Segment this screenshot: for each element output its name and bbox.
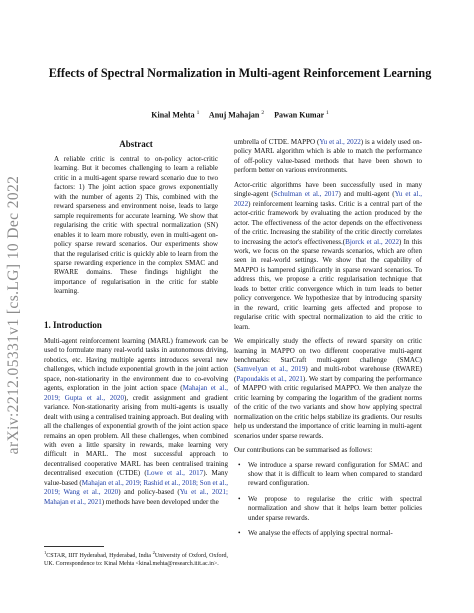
contribution-item: • We introduce a sparse reward configuration for SMAC and show that it is difficult to learn when compared to standard reward configuration. <box>238 460 422 488</box>
section-heading-introduction: 1. Introduction <box>44 320 102 330</box>
body-paragraph: Actor-critic algorithms have been successfully used in many single-agent (Schulman et al., 2017) and multi-agent (Yu et al., 2022) reinforcement learning tasks. Critic is a central part of the actor-critic framework by evaluating the action produced by the actor. The effectiveness of the actor depends on the effectiveness of the critic. Increasing the stability of the critic directly correlates to increasing the actor's effectiveness.(Bjorck et al., 2022) In this work, we focus on the sparse rewards scenarios, which are often seen in real-world settings. We show that the capability of MAPPO is hampered significantly in sparse reward scenarios. To address this, we propose a critic regularisation technique that leads to better critic convergence which in turn leads to better policy convergence. We hypothesize that by introducing sparsity in the reward, critic learning gets affected and propose to regularise critic with spectral normalization to aid the critic to learn. <box>234 180 423 331</box>
author-name: Anuj Mahajan <box>208 110 260 120</box>
citation-link[interactable]: Samvelyan et al., 2019 <box>236 365 306 374</box>
introduction-paragraph: Multi-agent reinforcement learning (MARL) framework can be used to formulate many real-world tasks in autonomous driving, robotics, etc. Having multiple agents introduces several new challenges, which include exponential growth in the joint action space, non-stationarity in the environment due to co-evolving agents, exploration in the joint action space (Mahajan et al., 2019; Gupta et al., 2020), credit assignment and gradient variance. Non-stationarity arising from multi-agents is usually dealt with using a centralised training approach. But dealing with all the challenges of exponential growth of the joint action space remains an open problem. All these challenges, when combined with even a little sparsity in rewards, make learning very difficult in MARL. The most successful approach to decentralised cooperative MARL has been centralised training decentralised execution (CTDE) (Lowe et al., 2017). Many value-based (Mahajan et al., 2019; Rashid et al., 2018; Son et al., 2019; Wang et al., 2020) and policy-based (Yu et al., 2021; Mahajan et al., 2021) methods have been developed under the <box>44 337 229 506</box>
contribution-item: • We propose to regularise the critic with spectral normalization and show that it helps learn better policies under sparse rewards. <box>238 494 422 522</box>
bullet-icon: • <box>238 460 241 469</box>
paper-title: Effects of Spectral Normalization in Multi-agent Reinforcement Learning <box>48 66 432 80</box>
bullet-icon: • <box>238 494 241 503</box>
citation-link[interactable]: Bjorck et al., 2022 <box>345 237 399 246</box>
author-name: Pawan Kumar <box>274 110 324 120</box>
citation-link[interactable]: Yu et al., 2022 <box>234 190 422 208</box>
contributions-intro: Our contributions can be summarised as follows: <box>234 446 373 455</box>
arxiv-stamp-text: arXiv:2212.05331v1 [cs.LG] 10 Dec 2022 <box>5 175 22 455</box>
author-affiliation-mark: 1 <box>325 110 329 116</box>
abstract-text: A reliable critic is central to on-policy actor-critic learning. But it becomes challenging to learn a reliable critic in a multi-agent sparse reward scenario due to two factors: 1) The joint action space grows exponentially with the number of agents 2) This, combined with the reward sparseness and environment noise, leads to large sample requirements for accurate learning. We show that regularising the critic with spectral normalization (SN) enables it to learn more robustly, even in multi-agent on-policy sparse reward scenarios. Our experiments show that the regularised critic is quickly able to learn from the sparse rewarding experience in the complex SMAC and RWARE domains. These findings highlight the importance of regularisation in the critic for stable learning. <box>54 155 218 296</box>
body-paragraph: We empirically study the effects of reward sparsity on critic learning in MAPPO on two different cooperative multi-agent benchmarks: StarCraft multi-agent challenge (SMAC) (Samvelyan et al., 2019) and multi-robot warehouse (RWARE) (Papoudakis et al., 2021). We start by comparing the performance of MAPPO with critic regularised MAPPO. We then analyze the critic learning by comparing the logarithm of the gradient norms of the critic of the two variants and show how applying spectral normalization on the critic helps stabilize its gradients. Our results help us understand the importance of critic learning in multi-agent scenarios under sparse rewards. <box>234 337 422 440</box>
right-column <box>234 138 422 545</box>
citation-link[interactable]: Yu et al., 2021; Mahajan et al., 2021 <box>44 488 228 506</box>
footnote-divider <box>44 546 104 547</box>
affiliation-footnote: $^1$CSTAR, IIIT Hyderabad, Hyderabad, India $^2$University of Oxford, Oxford, UK. Correspondence to: Kinal Mehta <kinal.mehta@research.iiit.ac.in>. <box>44 550 228 567</box>
contribution-item: • We analyse the effects of applying spectral normal- <box>238 529 393 538</box>
citation-link[interactable]: Mahajan et al., 2019; Gupta et al., 2020 <box>44 384 229 402</box>
citation-link[interactable]: Yu et al., 2022 <box>319 138 361 146</box>
author-name: Kinal Mehta <box>151 110 195 120</box>
author-affiliation-mark: 2 <box>261 110 265 116</box>
citation-link[interactable]: Mahajan et al., 2019; Rashid et al., 2018; Son et al., 2019; Wang et al., 2020 <box>44 478 229 497</box>
citation-link[interactable]: Lowe et al., 2017 <box>146 469 204 478</box>
arxiv-stamp <box>2 150 26 480</box>
abstract-heading: Abstract <box>119 139 153 149</box>
citation-link[interactable]: Schulman et al., 2017 <box>273 190 339 199</box>
author-list <box>40 110 440 120</box>
citation-link[interactable]: Papoudakis et al., 2021 <box>236 374 303 383</box>
bullet-icon: • <box>238 529 241 538</box>
body-paragraph: umbrella of CTDE. MAPPO (Yu et al., 2022) is a widely used on-policy MARL algorithm which is able to match the performance of off-policy value-based methods that have been shown to perform better on various environments. <box>234 138 422 175</box>
author-affiliation-mark: 1 <box>196 110 200 116</box>
